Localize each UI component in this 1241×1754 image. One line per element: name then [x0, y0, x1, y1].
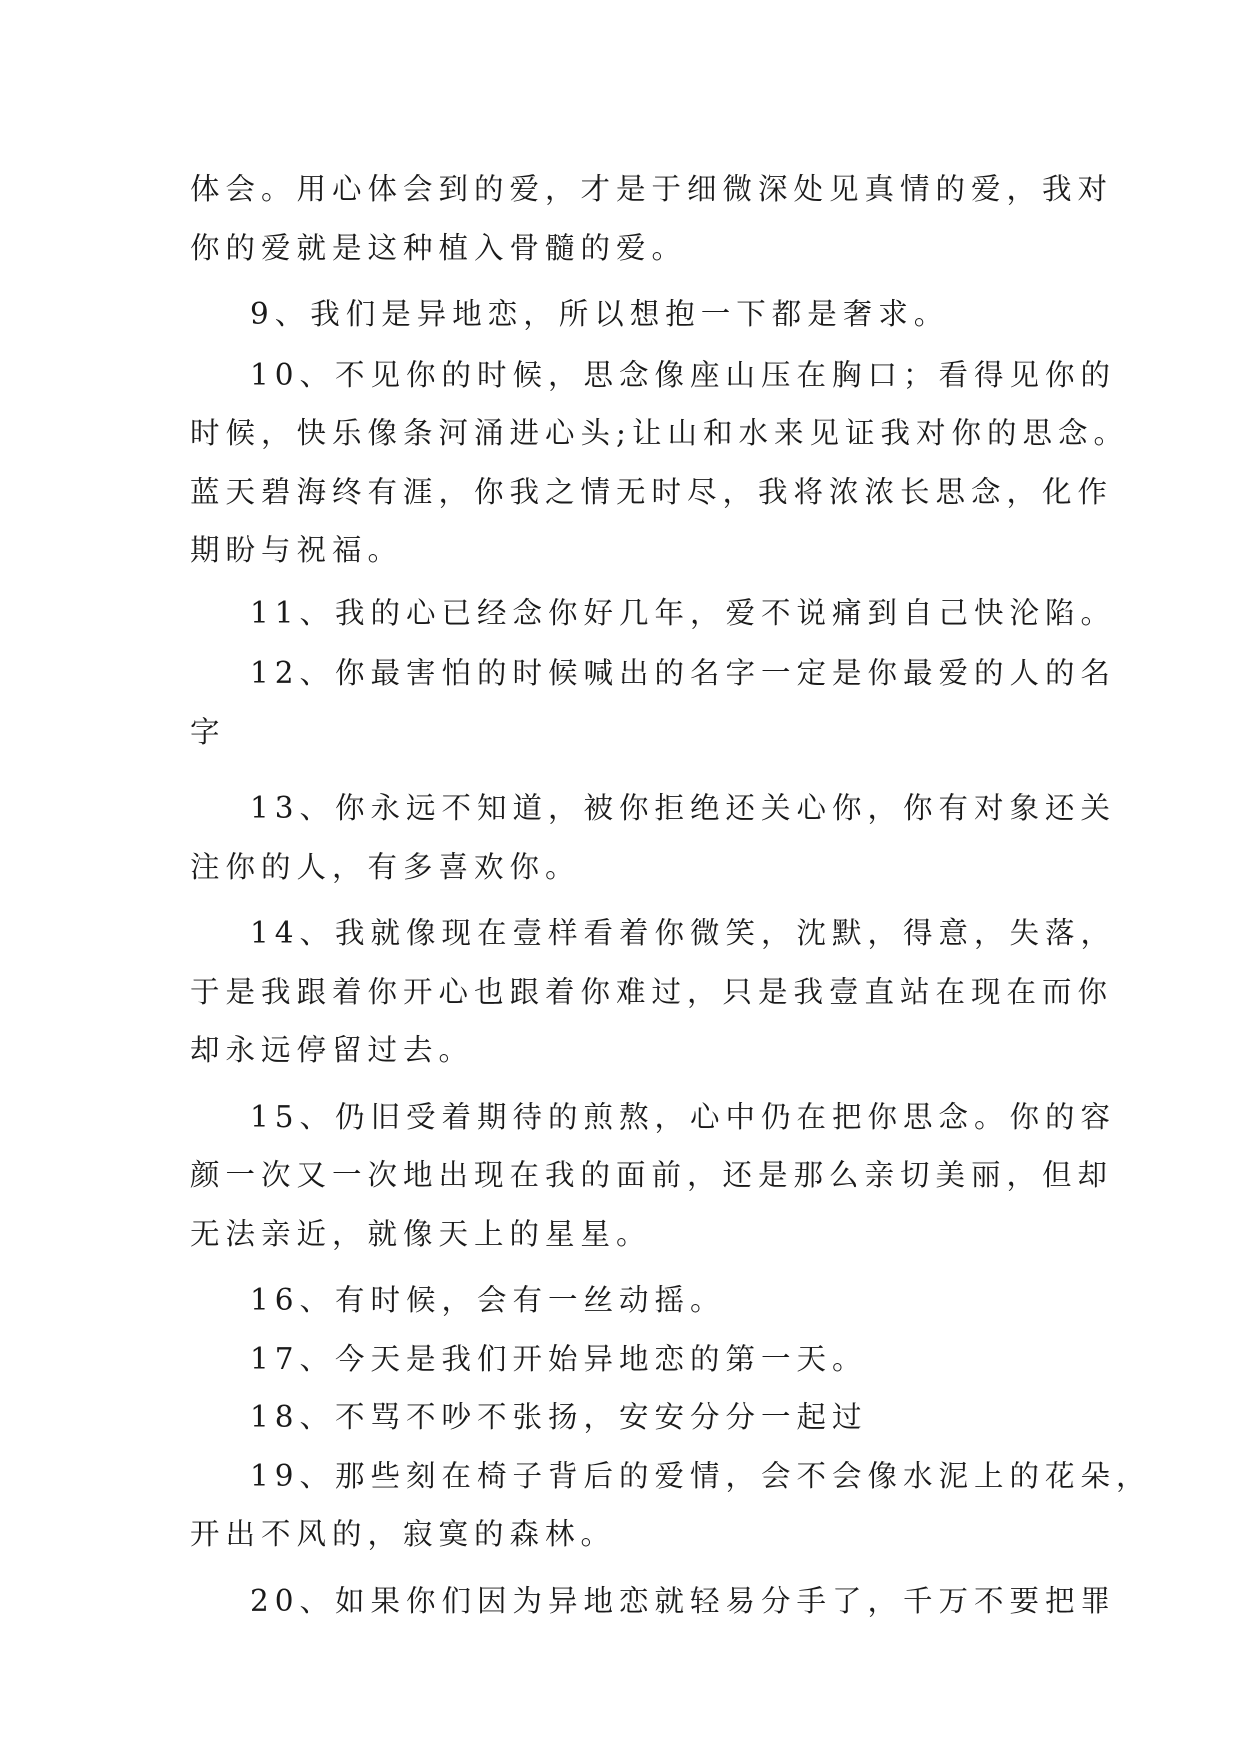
text-line: 19、那些刻在椅子背后的爱情，会不会像水泥上的花朵， — [250, 1458, 1152, 1493]
paragraph-12 — [190, 644, 1117, 761]
text-line: 9、我们是异地恋，所以想抱一下都是奢求。 — [250, 297, 950, 331]
paragraph-16 — [190, 1271, 1060, 1330]
paragraph-9 — [190, 285, 1060, 344]
paragraph-8-continued — [190, 160, 1114, 277]
text-line: 无法亲近，就像天上的星星。 — [190, 1216, 652, 1251]
text-line: 14、我就像现在壹样看着你微笑，沈默，得意，失落， — [250, 916, 1117, 950]
text-line: 时候，快乐像条河涌进心头;让山和水来见证我对你的思念。 — [190, 416, 1129, 450]
text-line: 11、我的心已经念你好几年，爱不说痛到自己快沦陷。 — [250, 595, 1117, 630]
text-line: 13、你永远不知道，被你拒绝还关心你，你有对象还关 — [250, 791, 1117, 825]
text-line: 于是我跟着你开心也跟着你难过，只是我壹直站在现在而你 — [190, 974, 1114, 1009]
text-line: 18、不骂不吵不张扬，安安分分一起过 — [250, 1400, 868, 1434]
text-line: 你的爱就是这种植入骨髓的爱。 — [190, 230, 688, 265]
paragraph-20 — [190, 1572, 1117, 1631]
text-line: 20、如果你们因为异地恋就轻易分手了，千万不要把罪 — [250, 1583, 1117, 1618]
text-line: 12、你最害怕的时候喊出的名字一定是你最爱的人的名 — [250, 656, 1117, 690]
text-line: 却永远停留过去。 — [190, 1033, 475, 1067]
text-line: 体会。用心体会到的爱，才是于细微深处见真情的爱，我对 — [190, 172, 1114, 206]
paragraph-19 — [190, 1447, 1152, 1564]
text-line: 10、不见你的时候，思念像座山压在胸口；看得见你的 — [250, 357, 1117, 392]
text-line: 期盼与祝福。 — [190, 533, 404, 567]
paragraph-17 — [190, 1330, 1060, 1389]
paragraph-15 — [190, 1088, 1117, 1264]
text-line: 颜一次又一次地出现在我的面前，还是那么亲切美丽，但却 — [190, 1158, 1114, 1192]
paragraph-18 — [190, 1388, 1060, 1447]
text-line: 注你的人，有多喜欢你。 — [190, 849, 581, 884]
text-line: 17、今天是我们开始异地恋的第一天。 — [250, 1341, 868, 1376]
document-page — [190, 160, 1152, 1630]
text-line: 开出不风的，寂寞的森林。 — [190, 1517, 617, 1551]
text-line: 字 — [190, 714, 226, 749]
paragraph-10 — [190, 346, 1129, 580]
paragraph-11 — [190, 584, 1117, 643]
paragraph-13 — [190, 779, 1117, 896]
text-line: 16、有时候，会有一丝动摇。 — [250, 1283, 726, 1317]
paragraph-14 — [190, 904, 1117, 1080]
text-line: 蓝天碧海终有涯，你我之情无时尽，我将浓浓长思念，化作 — [190, 474, 1114, 509]
text-line: 15、仍旧受着期待的煎熬，心中仍在把你思念。你的容 — [250, 1099, 1117, 1134]
